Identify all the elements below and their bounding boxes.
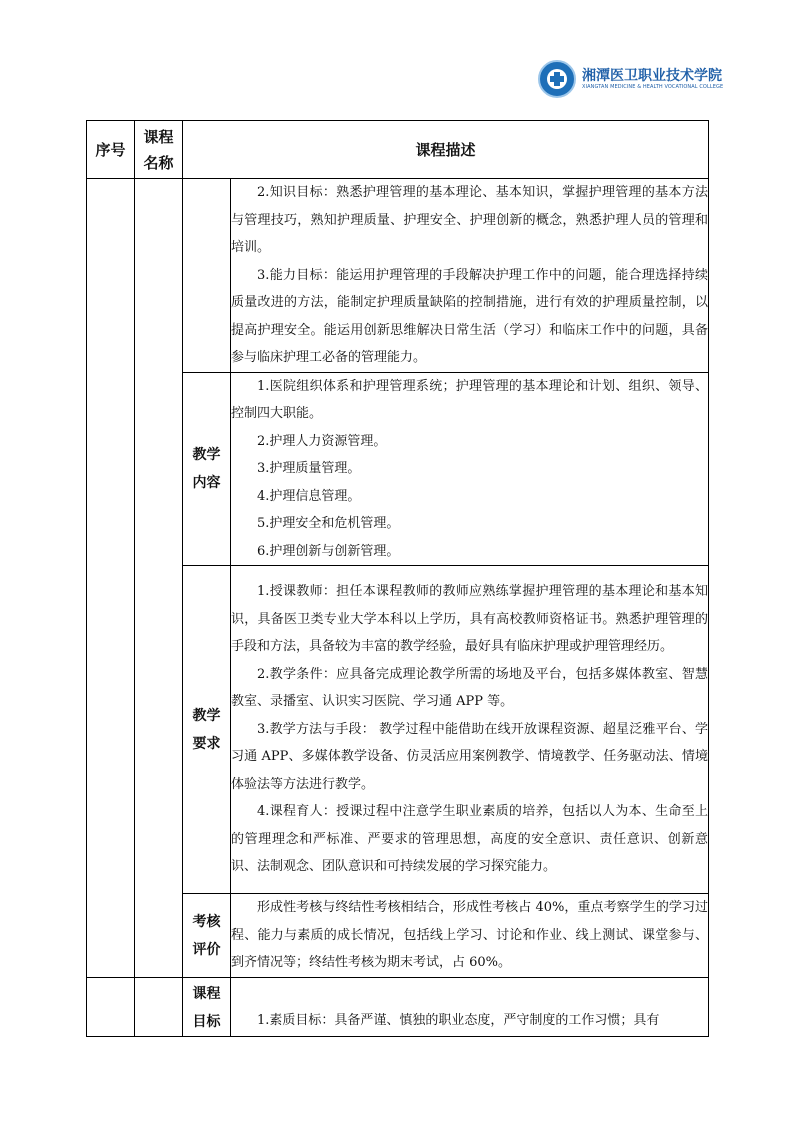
no-cell	[87, 179, 135, 978]
course-name-cell	[135, 179, 183, 978]
content-item: 6.护理创新与创新管理。	[257, 543, 400, 559]
content-item: 4.护理信息管理。	[257, 488, 361, 504]
teaching-content-label: 教学 内容	[183, 372, 231, 566]
ability-goal: 3.能力目标：能运用护理管理的手段解决护理工作中的问题，能合理选择持续质量改进的方法，能制定护理质量缺陷的控制措施，进行有效的护理质量控制，以提高护理安全。能运用创新思维解决日常生活（学习）和临床工作中的问题，具备参与临床护理工必备的管理能力。	[231, 267, 709, 365]
header-description: 课程描述	[183, 121, 709, 179]
header-row	[87, 121, 709, 179]
teaching-requirements-label: 教学 要求	[183, 566, 231, 894]
school-name-en: XIANGTAN MEDICINE & HEALTH VOCATIONAL COLLEGE	[582, 84, 724, 90]
quality-goal: 1.素质目标：具备严谨、慎独的职业态度，严守制度的工作习惯；具有	[257, 1012, 660, 1028]
content-item: 3.护理质量管理。	[257, 461, 361, 476]
requirement-item: 3.教学方法与手段： 教学过程中能借助在线开放课程资源、超星泛雅平台、学习通 APP、多媒体教学设备、仿灵活应用案例教学、情境教学、任务驱动法、情境体验法等方法进行教学。	[231, 721, 709, 792]
assessment-text: 形成性考核与终结性考核相结合，形成性考核占 40%，重点考察学生的学习过程、能力与素质的成长情况，包括线上学习、讨论和作业、线上测试、课堂参与、到齐情况等；终结性考核为期末考试，占 60%。	[231, 900, 709, 971]
requirement-item: 2.教学条件：应具备完成理论教学所需的场地及平台，包括多媒体教室、智慧教室、录播室、认识实习医院、学习通 APP 等。	[231, 666, 709, 710]
teaching-requirements-cell	[231, 566, 709, 894]
teaching-content-cell	[231, 372, 709, 566]
header-course-name-line1: 课程	[143, 127, 174, 146]
requirement-item: 1.授课教师：担任本课程教师的教师应熟练掌握护理管理的基本理论和基本知识，具备医卫类专业大学本科以上学历，具有高校教师资格证书。熟悉护理管理的手段和方法，具备较为丰富的教学经验，最好具有临床护理或护理管理经历。	[231, 584, 709, 655]
course-goals-cell	[231, 978, 709, 1037]
knowledge-goal: 2.知识目标：熟悉护理管理的基本理论、基本知识，掌握护理管理的基本方法与管理技巧，熟知护理质量、护理安全、护理创新的概念，熟悉护理人员的管理和培训。	[231, 185, 709, 255]
goals-continued-cell	[231, 179, 709, 373]
header-course-name	[135, 121, 183, 179]
content-item: 2.护理人力资源管理。	[257, 433, 387, 449]
header-no: 序号	[87, 121, 135, 179]
header-course-name-line2: 名称	[143, 153, 174, 172]
no-cell-2	[87, 978, 135, 1037]
assessment-cell	[231, 894, 709, 978]
assessment-label: 考核 评价	[183, 894, 231, 978]
course-goals-row	[87, 978, 709, 1037]
school-logo	[538, 60, 724, 100]
course-table	[86, 120, 709, 1037]
content-item: 1.医院组织体系和护理管理系统；护理管理的基本理论和计划、组织、领导、控制四大职能。	[231, 378, 709, 421]
goals-label-cell	[183, 179, 231, 373]
content-item: 5.护理安全和危机管理。	[257, 516, 400, 531]
course-goals-label: 课程 目标	[183, 978, 231, 1037]
requirement-item: 4.课程育人：授课过程中注意学生职业素质的培养，包括以人为本、生命至上的管理理念和严标准、严要求的管理思想，高度的安全意识、责任意识、创新意识、法制观念、团队意识和可持续发展的学习探究能力。	[231, 804, 709, 875]
school-emblem-icon	[538, 60, 576, 98]
course-name-cell-2	[135, 978, 183, 1037]
goals-continued-row	[87, 179, 709, 373]
school-name: 湘潭医卫职业技术学院	[582, 68, 722, 84]
